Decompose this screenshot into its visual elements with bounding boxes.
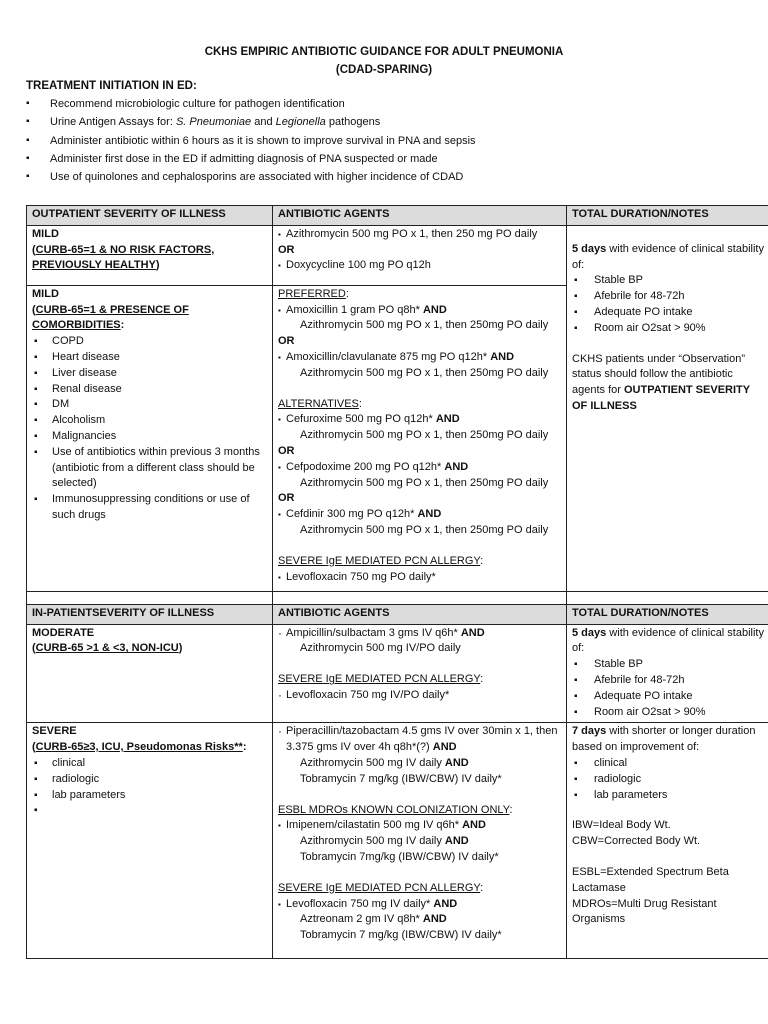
severity-label: MILD [32, 287, 59, 300]
ed-bullet-text: pathogens [325, 116, 381, 129]
or-connector: OR [278, 444, 295, 457]
or-connector: OR [278, 243, 295, 256]
drug-line: Azithromycin 500 mg PO x 1, then 250mg PO daily [300, 476, 549, 489]
observation-text: CKHS patients under “Observation” status should follow the antibiotic agents for [572, 352, 746, 397]
stability-item: ▪ Adequate PO intake [572, 689, 765, 705]
allergy-label: SEVERE IgE MEDIATED PCN ALLERGY [278, 673, 481, 686]
antibiotic-regimen [278, 818, 561, 865]
comorbidity-item: ▪ DM [32, 397, 267, 413]
or-connector: OR [278, 492, 295, 505]
ed-heading: TREATMENT INITIATION IN ED: [26, 80, 197, 92]
abbreviation: CBW=Corrected Body Wt. [572, 835, 701, 848]
column-header: TOTAL DURATION/NOTES [567, 206, 768, 226]
drug-line: Azithromycin 500 mg PO x 1, then 250mg PO daily [300, 429, 549, 442]
document-subtitle: (CDAD-SPARING) [335, 64, 433, 76]
ed-bullet: ▪ Recommend microbiologic culture for pathogen identification [26, 95, 476, 113]
severity-criteria [32, 303, 267, 335]
ed-bullet-text: Urine Antigen Assays for: [50, 116, 176, 129]
allergy-heading: SEVERE IgE MEDIATED PCN ALLERGY: [278, 673, 484, 686]
severity-label: MILD [32, 227, 59, 240]
criteria-text: CURB-65=1 & NO RISK FACTORS, PREVIOUSLY HEALTHY [32, 243, 215, 272]
antibiotic-regimen: ▪ Levofloxacin 750 mg PO daily* [278, 570, 561, 586]
antibiotic-regimen [278, 724, 561, 787]
ed-bullet-text: and [251, 116, 276, 129]
and-connector: AND [444, 756, 469, 769]
allergy-heading: SEVERE IgE MEDIATED PCN ALLERGY: [278, 554, 484, 567]
abbreviation: ESBL=Extended Spectrum Beta Lactamase [572, 865, 729, 894]
drug-line: Cefdinir 300 mg PO q12h* [286, 508, 418, 521]
antibiotic-cell [273, 723, 567, 959]
drug-line: Azithromycin 500 mg PO x 1, then 250mg PO daily [300, 366, 549, 379]
and-connector: AND [422, 303, 447, 316]
comorbidity-item: ▪ Use of antibiotics within previous 3 months (antibiotic from a different class should be selected) [32, 445, 267, 492]
ed-bullet: ▪ Administer first dose in the ED if admitting diagnosis of PNA suspected or made [26, 150, 476, 168]
and-connector: AND [462, 819, 486, 832]
and-connector: AND [490, 350, 515, 363]
severity-label: MODERATE [32, 626, 95, 639]
esbl-heading: ESBL MDROs KNOWN COLONIZATION ONLY: [278, 803, 513, 816]
column-header: OUTPATIENT SEVERITY OF ILLNESS [27, 206, 273, 226]
abbreviation: MDROs=Multi Drug Resistant Organisms [572, 897, 717, 926]
improvement-list [572, 756, 765, 803]
outpatient-header-row [27, 206, 768, 226]
abbreviation: IBW=Ideal Body Wt. [572, 819, 671, 832]
severity-criteria [32, 740, 267, 756]
section-separator [27, 591, 768, 604]
and-connector: AND [422, 913, 447, 926]
inpatient-severe-row [27, 723, 768, 959]
paren: ( [32, 243, 36, 256]
organism-name: Legionella [275, 116, 326, 129]
drug-line: Ampicillin/sulbactam 3 gms IV q6h* [286, 626, 461, 639]
ed-bullet-list [26, 95, 476, 186]
improvement-item: ▪ lab parameters [572, 788, 765, 804]
duration-intro: with shorter or longer duration based on improvement of: [572, 725, 756, 754]
ed-bullet: ▪ Administer antibiotic within 6 hours as it is shown to improve survival in PNA and sepsis [26, 132, 476, 150]
drug-line: Azithromycin 500 mg IV/PO daily [300, 642, 461, 655]
stability-list [572, 657, 765, 720]
and-connector: AND [444, 460, 469, 473]
allergy-heading: SEVERE IgE MEDIATED PCN ALLERGY: [278, 881, 484, 894]
severity-criteria [32, 243, 267, 275]
and-connector: AND [460, 626, 485, 639]
comorbidity-item: ▪ Immunosuppressing conditions or use of such drugs [32, 492, 267, 524]
antibiotic-regimen [278, 897, 561, 944]
drug-line: Imipenem/cilastatin 500 mg IV q6h* [286, 819, 463, 832]
stability-item: ▪ Stable BP [572, 273, 765, 289]
duration-text [572, 724, 765, 756]
stability-item: ▪ Room air O2sat > 90% [572, 705, 765, 721]
drug-line: Tobramycin 7 mg/kg (IBW/CBW) IV daily* [300, 772, 502, 785]
outpatient-notes-cell [567, 225, 768, 591]
outpatient-mild-no-risk-row [27, 225, 768, 285]
drug-line [286, 912, 561, 928]
severity-cell [27, 225, 273, 285]
drug-line: Azithromycin 500 mg PO x 1, then 250mg PO daily [300, 319, 549, 332]
and-connector: AND [444, 835, 469, 848]
comorbidity-item: ▪ COPD [32, 334, 267, 350]
column-header: ANTIBIOTIC AGENTS [273, 206, 567, 226]
drug-line: Amoxicillin/clavulanate 875 mg PO q12h* [286, 350, 491, 363]
observation-note [572, 352, 765, 415]
stability-list [572, 273, 765, 336]
and-connector: AND [433, 897, 458, 910]
drug-line: Amoxicillin 1 gram PO q8h* [286, 303, 423, 316]
stability-item: ▪ Afebrile for 48-72h [572, 673, 765, 689]
antibiotic-regimen [278, 626, 561, 658]
alternatives-heading: ALTERNATIVES: [278, 397, 362, 410]
risk-item: ▪ clinical [32, 756, 267, 772]
paren: ) [178, 642, 183, 655]
allergy-label: SEVERE IgE MEDIATED PCN ALLERGY [278, 881, 481, 894]
drug-line: Tobramycin 7 mg/kg (IBW/CBW) IV daily* [300, 929, 502, 942]
preferred-heading: PREFERRED: [278, 287, 349, 300]
antibiotic-cell [273, 624, 567, 723]
organism-name: S. Pneumoniae [175, 116, 252, 129]
stability-item: ▪ Room air O2sat > 90% [572, 321, 765, 337]
comorbidity-list [32, 334, 267, 524]
drug-text: Azithromycin 500 mg IV daily [300, 835, 445, 848]
column-header: ANTIBIOTIC AGENTS [273, 604, 567, 624]
paren: ( [32, 741, 36, 754]
risk-item: ▪ lab parameters [32, 788, 267, 804]
severity-cell [27, 723, 273, 959]
allergy-label: SEVERE IgE MEDIATED PCN ALLERGY [278, 554, 481, 567]
inpatient-header-row [27, 604, 768, 624]
alternatives-label: ALTERNATIVES [278, 397, 359, 410]
drug-line [286, 834, 561, 850]
improvement-item: ▪ radiologic [572, 772, 765, 788]
duration-days: 5 days [572, 626, 607, 639]
and-connector: AND [435, 413, 460, 426]
duration-text [572, 626, 765, 658]
antibiotic-regimen: ▪ Azithromycin 500 mg PO x 1, then 250 mg PO daily [278, 227, 561, 243]
paren: ( [32, 642, 36, 655]
antibiotic-regimen [278, 507, 561, 539]
pseudomonas-risk-list [32, 756, 267, 803]
duration-intro: with evidence of clinical stability of: [572, 626, 764, 655]
stability-item: ▪ Stable BP [572, 657, 765, 673]
duration-intro: with evidence of clinical stability of: [572, 242, 764, 271]
notes-cell [567, 624, 768, 723]
column-header: TOTAL DURATION/NOTES [567, 604, 768, 624]
antibiotic-regimen: ▪ Doxycycline 100 mg PO q12h [278, 258, 561, 274]
comorbidity-item: ▪ Malignancies [32, 429, 267, 445]
comorbidity-item: ▪ Alcoholism [32, 413, 267, 429]
antibiotic-cell [273, 285, 567, 591]
antibiotic-regimen: · Levofloxacin 750 mg IV/PO daily* [278, 688, 561, 704]
duration-days: 5 days [572, 242, 607, 255]
paren: ) [155, 259, 160, 272]
or-connector: OR [278, 335, 295, 348]
esbl-label: ESBL MDROs KNOWN COLONIZATION ONLY [278, 803, 510, 816]
comorbidity-item: ▪ Liver disease [32, 366, 267, 382]
ed-bullet: ▪ Use of quinolones and cephalosporins are associated with higher incidence of CDAD [26, 168, 476, 186]
drug-line: Azithromycin 500 mg PO x 1, then 250mg PO daily [300, 523, 549, 536]
antibiotic-cell [273, 225, 567, 285]
drug-line: Cefpodoxime 200 mg PO q12h* [286, 460, 445, 473]
stability-item: ▪ Adequate PO intake [572, 305, 765, 321]
drug-line: Tobramycin 7mg/kg (IBW/CBW) IV daily* [300, 850, 499, 863]
drug-line: Cefuroxime 500 mg PO q12h* [286, 413, 436, 426]
risk-item: ▪ radiologic [32, 772, 267, 788]
duration-text [572, 242, 765, 274]
improvement-item: ▪ clinical [572, 756, 765, 772]
ed-bullet [26, 113, 476, 131]
severity-label: SEVERE [32, 725, 77, 738]
antibiotic-regimen [278, 412, 561, 444]
criteria-text: CURB-65=1 & PRESENCE OF COMORBIDITIES [32, 303, 189, 332]
colon: : [242, 741, 247, 754]
drug-line: Piperacillin/tazobactam 4.5 gms IV over 30min x 1, then 3.375 gms IV over 4h q8h*(?) [286, 725, 558, 754]
and-connector: AND [432, 741, 457, 754]
severity-cell [27, 285, 273, 591]
drug-line: Levofloxacin 750 mg IV daily* [286, 897, 434, 910]
column-header: IN-PATIENTSEVERITY OF ILLNESS [27, 604, 273, 624]
drug-text: Azithromycin 500 mg IV daily [300, 756, 445, 769]
stability-item: ▪ Afebrile for 48-72h [572, 289, 765, 305]
and-connector: AND [417, 508, 442, 521]
drug-line [286, 756, 561, 772]
antibiotic-regimen [278, 350, 561, 382]
antibiotic-regimen [278, 303, 561, 335]
severity-criteria [32, 641, 267, 657]
severity-cell [27, 624, 273, 723]
drug-text: Aztreonam 2 gm IV q8h* [300, 913, 423, 926]
criteria-text: CURB-65≥3, ICU, Pseudomonas Risks** [35, 741, 243, 754]
observation-emphasis: OUTPATIENT SEVERITY OF ILLNESS [572, 384, 750, 412]
comorbidity-item: ▪ Renal disease [32, 382, 267, 398]
notes-cell [567, 723, 768, 959]
antibiotic-regimen [278, 460, 561, 492]
guidance-table [26, 205, 768, 959]
document-title: CKHS EMPIRIC ANTIBIOTIC GUIDANCE FOR ADULT PNEUMONIA [204, 46, 564, 58]
colon: : [120, 319, 125, 332]
inpatient-moderate-row [27, 624, 768, 723]
paren: ( [32, 303, 36, 316]
criteria-text: CURB-65 >1 & <3, NON-ICU [35, 642, 179, 655]
duration-days: 7 days [572, 725, 607, 738]
preferred-label: PREFERRED [278, 287, 346, 300]
comorbidity-item: ▪ Heart disease [32, 350, 267, 366]
